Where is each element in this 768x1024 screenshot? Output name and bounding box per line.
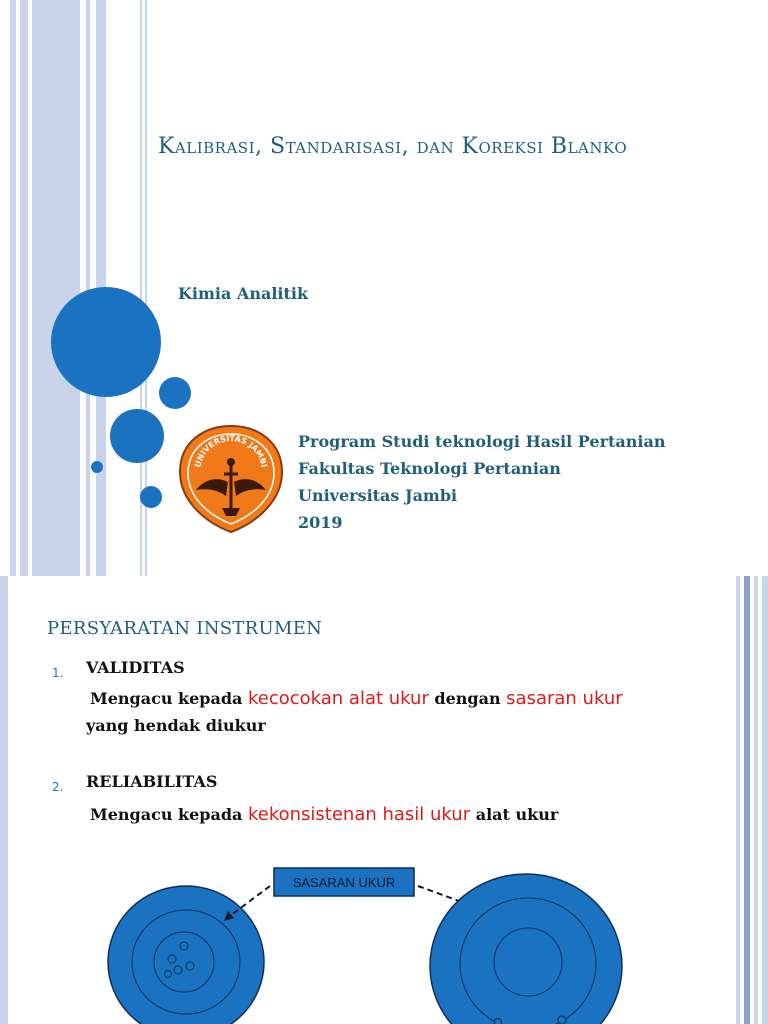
stripe [32,0,80,576]
decor-circle-tiny [91,461,103,473]
info-line: Universitas Jambi [298,486,458,505]
item-description-cont: yang hendak diukur [86,716,266,735]
stripe [86,0,90,576]
decor-circle-small [159,377,191,409]
text-segment: Mengacu kepada [90,689,248,708]
info-line: 2019 [298,513,343,532]
text-segment: Mengacu kepada [90,805,248,824]
svg-text:UNIVERSITAS JAMBI: UNIVERSITAS JAMBI [193,433,269,469]
institution-info [298,428,665,536]
text-segment: alat ukur [470,805,559,824]
item-title-reliabilitas: RELIABILITAS [86,772,218,791]
decor-circle-large [51,287,161,397]
content-slide [0,576,768,1024]
text-segment: dengan [428,689,507,708]
target-left [108,886,264,1024]
info-line: Program Studi teknologi Hasil Pertanian [298,432,666,451]
item-number: 2. [52,780,64,794]
svg-text:SASARAN UKUR: SASARAN UKUR [292,875,396,890]
slide-title: Kalibrasi, Standarisasi, dan Koreksi Blanko [158,134,628,159]
stripe [10,0,16,576]
stripe [20,0,28,576]
highlight-text: kecocokan alat ukur [247,688,429,709]
item-description [90,804,558,825]
target-diagram [0,866,768,1024]
item-title-validitas: VALIDITAS [86,658,185,677]
item-description [90,688,623,709]
info-line: Fakultas Teknologi Pertanian [298,459,561,478]
highlight-text: sasaran ukur [506,688,623,709]
highlight-text: kekonsistenan hasil ukur [247,804,471,825]
decor-circle-medium [110,409,164,463]
slide-subtitle: Kimia Analitik [178,284,309,303]
target-right [430,874,622,1024]
target-label-box [274,868,414,896]
item-number: 1. [52,666,64,680]
decor-circle-small-2 [140,486,162,508]
university-logo [178,424,284,534]
section-heading: PERSYARATAN INSTRUMEN [47,618,323,639]
